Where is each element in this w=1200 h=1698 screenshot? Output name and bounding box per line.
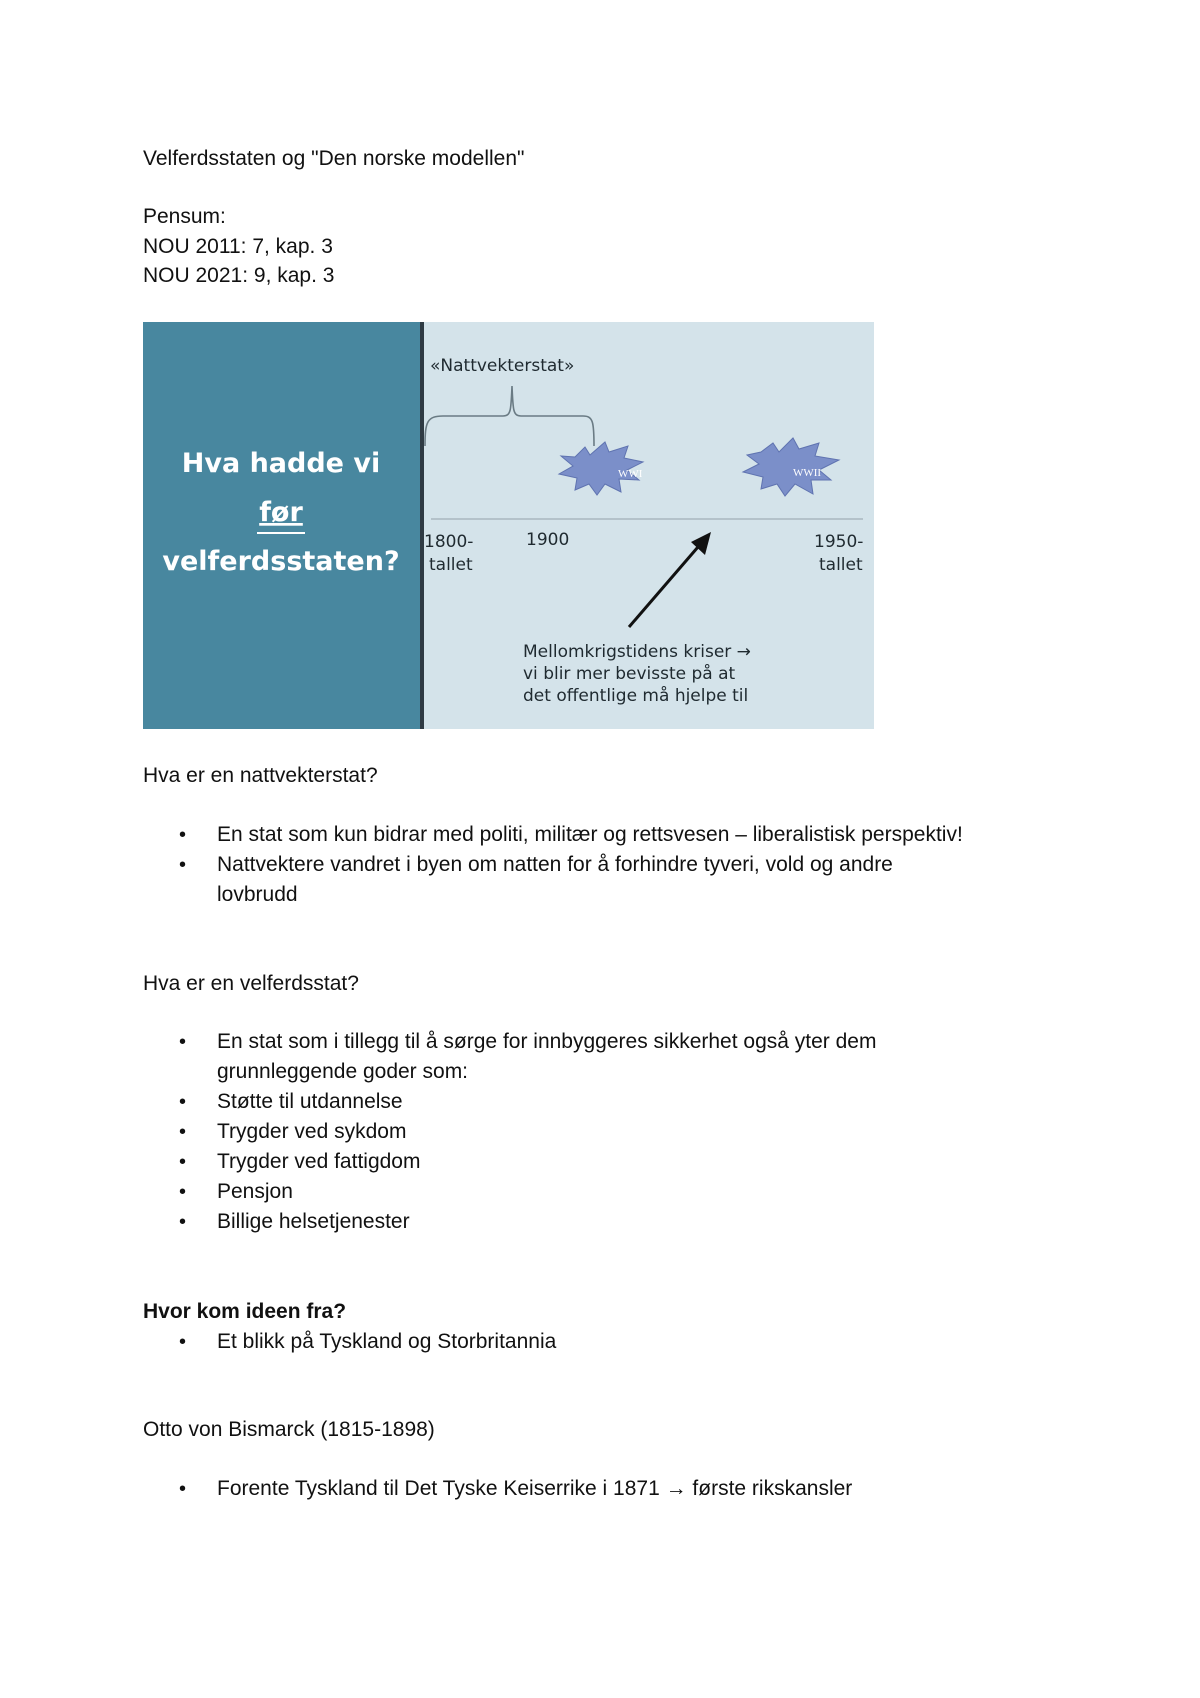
wwi-label: WWI: [618, 468, 643, 480]
tick-1800-line1: 1800-: [424, 532, 474, 552]
caption-line1: Mellomkrigstidens kriser →: [523, 642, 751, 662]
timeline-figure-svg: [143, 322, 874, 729]
section-heading-bold: Hvor kom ideen fra?: [143, 1300, 347, 1323]
section-heading: Otto von Bismarck (1815-1898): [143, 1418, 435, 1441]
list-item: • En stat som i tillegg til å sørge for innbyggeres sikkerhet også yter dem grunnleggende goder som:: [143, 1027, 977, 1087]
panel-divider: [420, 322, 424, 729]
tick-1800-line2: tallet: [429, 555, 473, 575]
pensum-item: NOU 2011: 7, kap. 3: [143, 235, 333, 258]
bismarck-list: [143, 1474, 1083, 1504]
brace-label: «Nattvekterstat»: [430, 356, 575, 376]
list-item: • En stat som kun bidrar med politi, militær og rettsvesen – liberalistisk perspektiv!: [143, 820, 1083, 850]
pensum-item: NOU 2021: 9, kap. 3: [143, 264, 335, 287]
document-title: Velferdsstaten og "Den norske modellen": [143, 147, 525, 170]
list-item: • Forente Tyskland til Det Tyske Keiserrike i 1871 → første rikskansler: [143, 1474, 1083, 1504]
list-item: • Nattvektere vandret i byen om natten for å forhindre tyveri, vold og andre lovbrudd: [143, 850, 977, 910]
left-heading-line3: velferdsstaten?: [162, 546, 400, 577]
section-heading: Hva er en nattvekterstat?: [143, 764, 378, 787]
velferd-list: [143, 1027, 1083, 1237]
list-item: • Et blikk på Tyskland og Storbritannia: [143, 1327, 1083, 1357]
left-heading-line2: før: [259, 497, 303, 528]
tick-1900: 1900: [526, 530, 570, 550]
tick-1950-line2: tallet: [819, 555, 863, 575]
section-heading: Hva er en velferdsstat?: [143, 972, 359, 995]
wwii-label: WWII: [793, 467, 822, 479]
timeline-figure: [143, 322, 874, 729]
list-item: • Trygder ved sykdom: [143, 1117, 1083, 1147]
caption-line2: vi blir mer bevisste på at: [523, 664, 736, 684]
list-item: • Pensjon: [143, 1177, 1083, 1207]
ideen-list: [143, 1327, 1083, 1357]
left-heading-line1: Hva hadde vi: [181, 448, 381, 479]
tick-1950-line1: 1950-: [814, 532, 864, 552]
list-item: • Billige helsetjenester: [143, 1207, 1083, 1237]
list-item: • Støtte til utdannelse: [143, 1087, 1083, 1117]
pensum-heading: Pensum:: [143, 205, 226, 228]
caption-line3: det offentlige må hjelpe til: [523, 686, 749, 706]
list-item: • Trygder ved fattigdom: [143, 1147, 1083, 1177]
nattvekter-list: [143, 820, 1083, 910]
